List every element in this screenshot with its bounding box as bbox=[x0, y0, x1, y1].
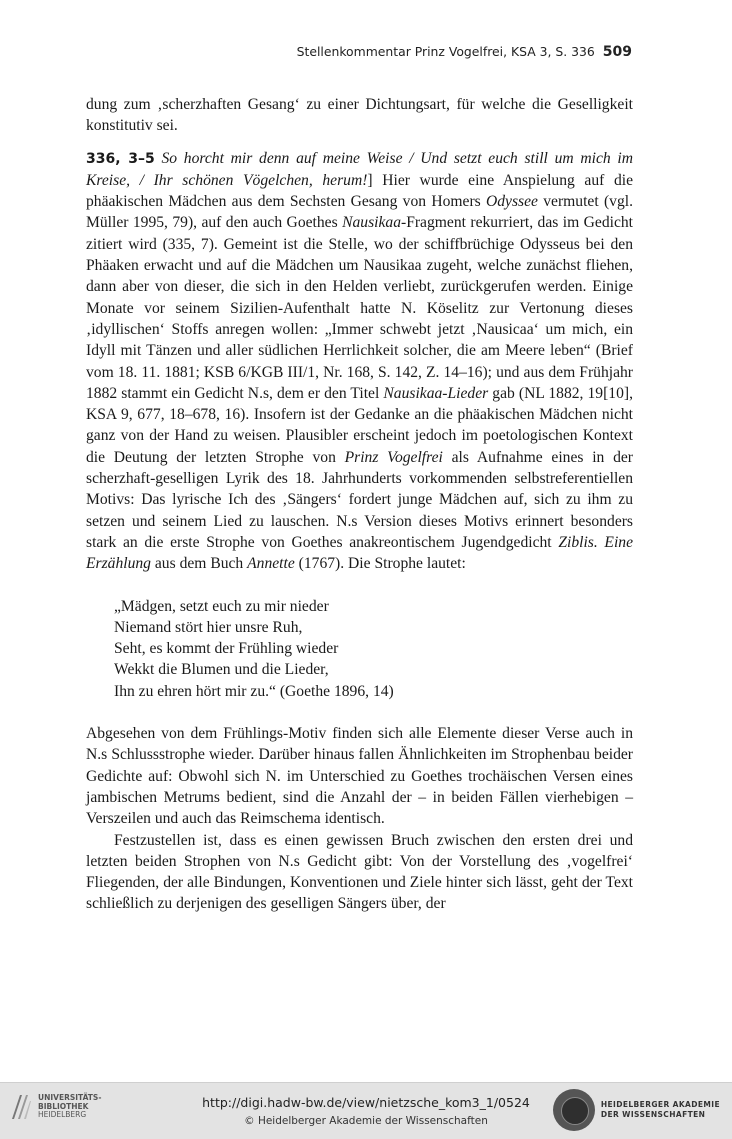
commentary-text: ] Hier wurde eine Anspielung auf die phäakischen Mädchen aus dem Sechsten Gesang von Homers bbox=[86, 171, 634, 211]
italic-title: Nausikaa-Lieder bbox=[383, 384, 489, 402]
quoted-poem bbox=[114, 596, 633, 702]
logo-text: HEIDELBERG bbox=[38, 1110, 87, 1120]
page-number: 509 bbox=[602, 44, 632, 60]
italic-title: Prinz Vogelfrei bbox=[344, 448, 443, 466]
commentary-text: als Aufnahme eines in der scherzhaft-geselligen Lyrik des 18. Jahrhunderts vorkommenden selbstreferentiellen Motivs: Das lyrische Ich des ‚Sängers‘ fordert junge Mädchen auf, sich zu ihm zu setzen und seinem Lied zu lauschen. N.s Version dieses Motivs erinnert besonders stark an die erste Strophe von Goethes anakreontischem Jugendgedicht bbox=[86, 448, 633, 551]
commentary-text: -Fragment rekurriert, das im Gedicht zitiert wird (335, 7). Gemeint ist die Stelle, wo der schiffbrüchige Odysseus bei den Phäaken erwacht und auf die Mädchen um Nausikaa zugeht, welche zunächst fliehen, dann aber von dieser, die sich in den Helden verliebt, zurückgerufen werden. Einige Monate vor seinem Sizilien-Aufenthalt hatte N. Köselitz zur Vertonung dieses ‚idyllischen‘ Stoffs anregen wollen: „Immer schwebt jetzt ‚Nausicaa‘ um mich, ein Idyll mit Tänzen und aller südlichen Herrlichkeit solcher, die am Meere leben“ (Brief vom 18. 11. 1881; KSB 6/KGB III/1, Nr. 168, S. 142, Z. 14–16); und aus dem Frühjahr 1882 stammt ein Gedicht N.s, dem er den Titel bbox=[86, 214, 633, 402]
poem-line: „Mädgen, setzt euch zu mir nieder bbox=[114, 597, 329, 615]
commentary-entry bbox=[86, 148, 633, 575]
italic-title: Odyssee bbox=[486, 193, 538, 211]
paragraph-3: Abgesehen von dem Frühlings-Motiv finden sich alle Elemente dieser Verse auch in N.s Schlussstrophe wieder. Darüber hinaus fallen Ähnlichkeiten im Strophenbau beider Gedichte auf: Obwohl sich N. im Unterschied zu Goethes trochäischen Versen eines jambischen Metrums bedient, sind die Anzahl der – in beiden Fällen vierhebigen – Verszeilen und auch das Reimschema identisch. bbox=[86, 725, 633, 828]
commentary-text: (1767). Die Strophe lautet: bbox=[294, 555, 466, 573]
footer-bar bbox=[0, 1082, 732, 1139]
italic-title: Nausikaa bbox=[342, 214, 401, 232]
main-text bbox=[86, 94, 633, 915]
running-header bbox=[86, 44, 632, 60]
commentary-text: vermutet (vgl. Müller 1995, 79), auf den auch Goethes bbox=[86, 193, 633, 232]
academy-seal-icon bbox=[553, 1089, 595, 1131]
logo-text: BIBLIOTHEK bbox=[38, 1101, 89, 1111]
italic-title: Annette bbox=[247, 555, 295, 573]
italic-title: Ziblis. Eine Erzählung bbox=[86, 533, 633, 573]
paragraph-4: Festzustellen ist, dass es einen gewissen Bruch zwischen den ersten drei und letzten beiden Strophen von N.s Gedicht gibt: Von der Vorstellung des ‚vogelfrei‘ Fliegenden, der alle Bindungen, Konventionen und Ziele hinter sich lässt, geht der Text schließlich zu derjenigen des geselligen Sängers über, der bbox=[86, 831, 633, 913]
logo-text: UNIVERSITÄTS- bbox=[38, 1093, 102, 1103]
commentary-text: aus dem Buch bbox=[150, 555, 248, 573]
logo-text: DER WISSENSCHAFTEN bbox=[600, 1110, 706, 1119]
academy-logo[interactable] bbox=[553, 1089, 720, 1131]
commentary-text: gab (NL 1882, 19[10], KSA 9, 677, 18–678, 16). Insofern ist der Gedanke an die phäakischen Mädchen nicht ganz von der Hand zu weisen. Plausibler erscheint jedoch im poetologischen Kontext die Deutung der letzten Strophe von bbox=[86, 384, 633, 466]
lemma: So horcht mir denn auf meine Weise / Und setzt euch still um mich im Kreise, / Ihr schönen Vögelchen, herum! bbox=[86, 149, 633, 189]
poem-line: Niemand stört hier unsre Ruh, bbox=[114, 618, 303, 636]
permalink-url[interactable]: http://digi.hadw-bw.de/view/nietzsche_kom3_1/0524 bbox=[202, 1095, 530, 1110]
line-reference: 336, 3–5 bbox=[86, 150, 155, 167]
running-title: Stellenkommentar Prinz Vogelfrei, KSA 3, S. 336 bbox=[296, 44, 595, 59]
logo-text: HEIDELBERGER AKADEMIE bbox=[600, 1100, 720, 1109]
copyright-notice: © Heidelberger Akademie der Wissenschaften bbox=[244, 1115, 488, 1127]
paragraph-1: dung zum ‚scherzhaften Gesang‘ zu einer Dichtungsart, für welche die Geselligkeit konstitutiv sei. bbox=[86, 96, 633, 135]
poem-line: Seht, es kommt der Frühling wieder bbox=[114, 640, 339, 658]
poem-line: Ihn zu ehren hört mir zu.“ (Goethe 1896, 14) bbox=[114, 682, 394, 700]
poem-line: Wekkt die Blumen und die Lieder, bbox=[114, 661, 329, 679]
